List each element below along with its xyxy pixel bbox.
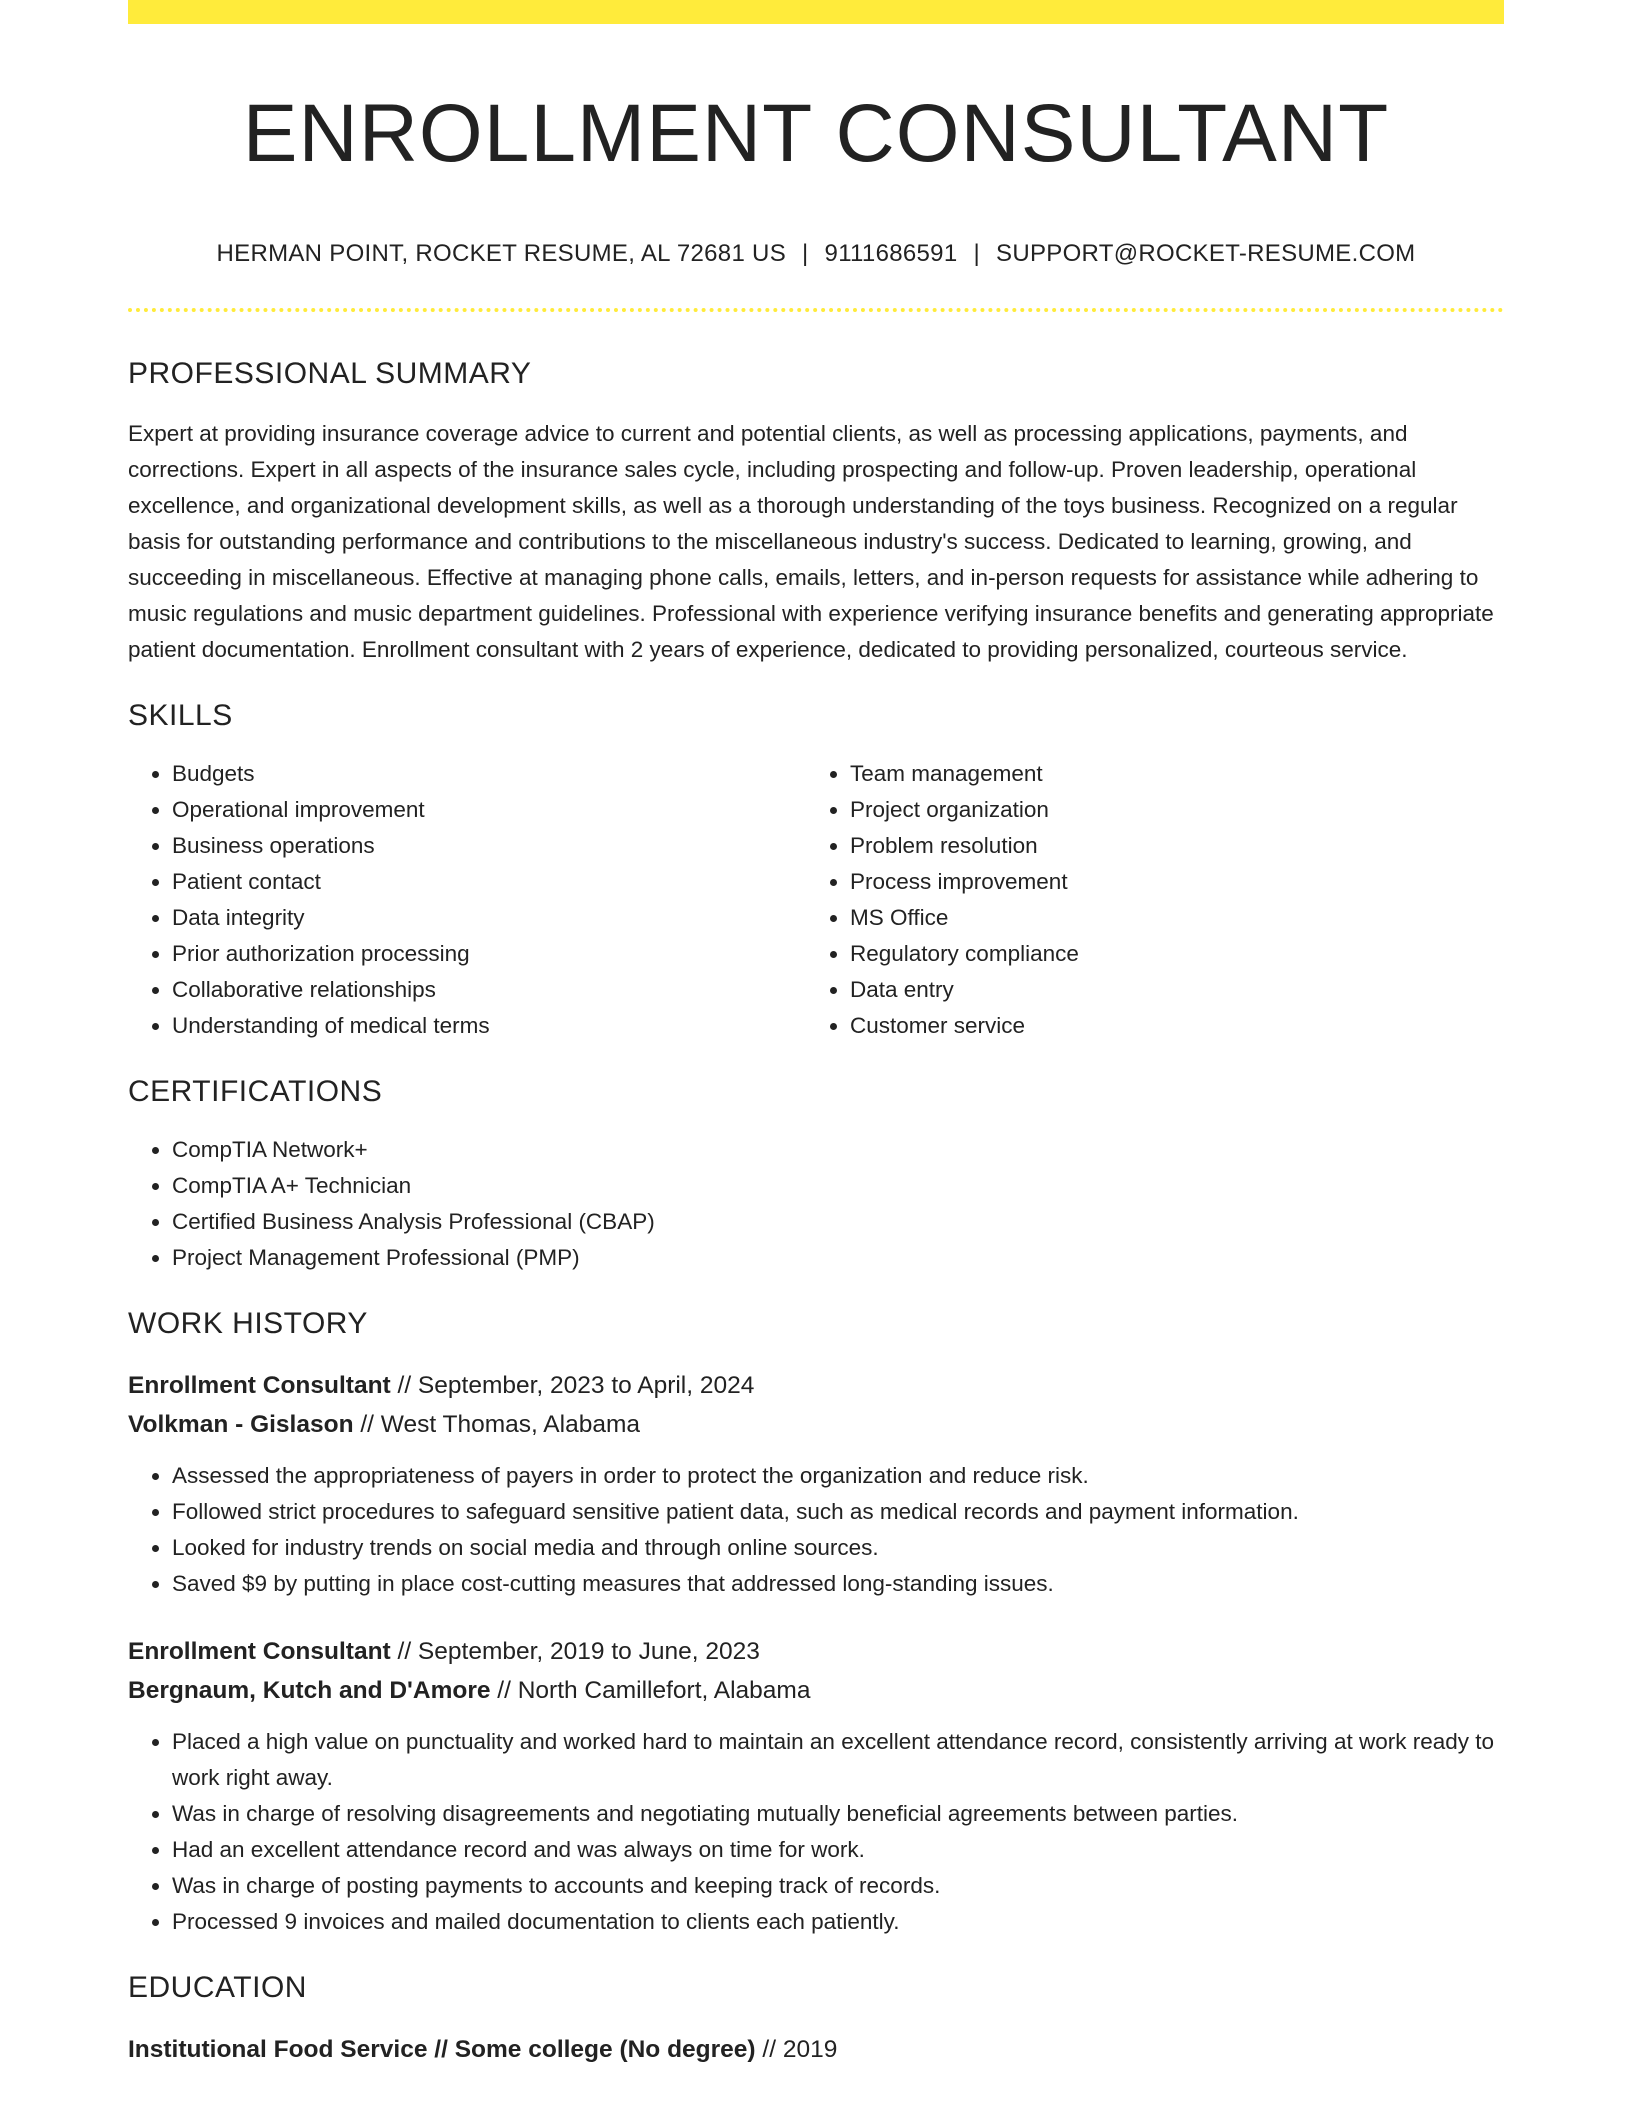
education-year: // 2019 (755, 2036, 838, 2063)
contact-address: HERMAN POINT, ROCKET RESUME, AL 72681 US (216, 240, 786, 267)
job-role: Enrollment Consultant (128, 1372, 391, 1399)
job-company: Bergnaum, Kutch and D'Amore (128, 1677, 491, 1704)
contact-email: SUPPORT@ROCKET-RESUME.COM (996, 240, 1416, 267)
skill-item: • Understanding of medical terms (172, 1008, 806, 1044)
work-history-heading: WORK HISTORY (128, 1307, 368, 1340)
certification-item: • Project Management Professional (PMP) (172, 1240, 1504, 1276)
skill-item: • Data integrity (172, 900, 806, 936)
job-location: // West Thomas, Alabama (353, 1411, 640, 1438)
skill-item: • Problem resolution (850, 828, 1484, 864)
job-bullet: • Looked for industry trends on social media and through online sources. (172, 1530, 1504, 1566)
contact-separator: | (973, 240, 981, 267)
contact-line (128, 238, 1504, 270)
contact-separator: | (802, 240, 809, 267)
job-bullet: • Had an excellent attendance record and was always on time for work. (172, 1832, 1504, 1868)
skill-item: • Regulatory compliance (850, 936, 1484, 972)
job-bullet: • Saved $9 by putting in place cost-cutting measures that addressed long-standing issues. (172, 1566, 1504, 1602)
certification-item: • CompTIA A+ Technician (172, 1168, 1504, 1204)
job-role: Enrollment Consultant (128, 1638, 391, 1665)
resume-page (128, 0, 1504, 2069)
summary-heading: PROFESSIONAL SUMMARY (128, 357, 532, 390)
job-company-line (128, 1405, 1504, 1444)
job-bullet: • Placed a high value on punctuality and worked hard to maintain an excellent attendance record, consistently arriving at work ready to work right away. (172, 1724, 1504, 1796)
skill-item: • Collaborative relationships (172, 972, 806, 1008)
job-location: // North Camillefort, Alabama (490, 1677, 811, 1704)
education-degree: Institutional Food Service // Some college (No degree) (128, 2036, 756, 2063)
skill-item: • Business operations (172, 828, 806, 864)
dotted-divider (128, 308, 1504, 312)
skill-item: • Project organization (850, 792, 1484, 828)
skills-list-left (128, 756, 806, 1044)
skill-item: • MS Office (850, 900, 1484, 936)
summary-text: Expert at providing insurance coverage advice to current and potential clients, as well as processing applications, payments, and corrections. Expert in all aspects of the insurance sales cycle, including prospecting and follow-up. Proven leadership, operational excellence, and organizational development skills, as well as a thorough understanding of the toys business. Recognized on a regular basis for outstanding performance and contributions to the miscellaneous industry's success. Dedicated to learning, growing, and succeeding in miscellaneous. Effective at managing phone calls, emails, letters, and in-person requests for assistance while adhering to music regulations and music department guidelines. Professional with experience verifying insurance benefits and generating appropriate patient documentation. Enrollment consultant with 2 years of experience, dedicated to providing personalized, courteous service. (128, 421, 1494, 662)
skill-item: • Budgets (172, 756, 806, 792)
skills-columns (128, 756, 1504, 1044)
skill-item: • Customer service (850, 1008, 1484, 1044)
job-bullet: • Processed 9 invoices and mailed documentation to clients each patiently. (172, 1904, 1504, 1940)
job-dates: // September, 2019 to June, 2023 (390, 1638, 760, 1665)
skill-item: • Operational improvement (172, 792, 806, 828)
job-bullet: • Was in charge of posting payments to accounts and keeping track of records. (172, 1868, 1504, 1904)
accent-top-bar (128, 0, 1504, 24)
skills-list-right (806, 756, 1484, 1044)
skill-item: • Patient contact (172, 864, 806, 900)
skills-heading: SKILLS (128, 699, 233, 732)
skill-item: • Team management (850, 756, 1484, 792)
job-role-line (128, 1366, 1504, 1405)
certification-item: • CompTIA Network+ (172, 1132, 1504, 1168)
job-bullet: • Followed strict procedures to safeguard sensitive patient data, such as medical records and payment information. (172, 1494, 1504, 1530)
job-bullet: • Assessed the appropriateness of payers in order to protect the organization and reduce risk. (172, 1458, 1504, 1494)
certifications-heading: CERTIFICATIONS (128, 1075, 383, 1108)
certifications-list (128, 1132, 1504, 1276)
contact-phone: 9111686591 (824, 240, 958, 267)
job-dates: // September, 2023 to April, 2024 (390, 1372, 755, 1399)
resume-title: ENROLLMENT CONSULTANT (242, 88, 1390, 179)
job-entry (128, 1366, 1504, 1602)
job-bullet: • Was in charge of resolving disagreements and negotiating mutually beneficial agreements between parties. (172, 1796, 1504, 1832)
skill-item: • Process improvement (850, 864, 1484, 900)
job-role-line (128, 1632, 1504, 1671)
skill-item: • Prior authorization processing (172, 936, 806, 972)
job-entry (128, 1632, 1504, 1940)
education-heading: EDUCATION (128, 1971, 307, 2004)
job-bullets (128, 1724, 1504, 1940)
job-company: Volkman - Gislason (128, 1411, 354, 1438)
skill-item: • Data entry (850, 972, 1484, 1008)
education-line (128, 2030, 1504, 2069)
job-company-line (128, 1671, 1504, 1710)
certification-item: • Certified Business Analysis Professional (CBAP) (172, 1204, 1504, 1240)
job-bullets (128, 1458, 1504, 1602)
